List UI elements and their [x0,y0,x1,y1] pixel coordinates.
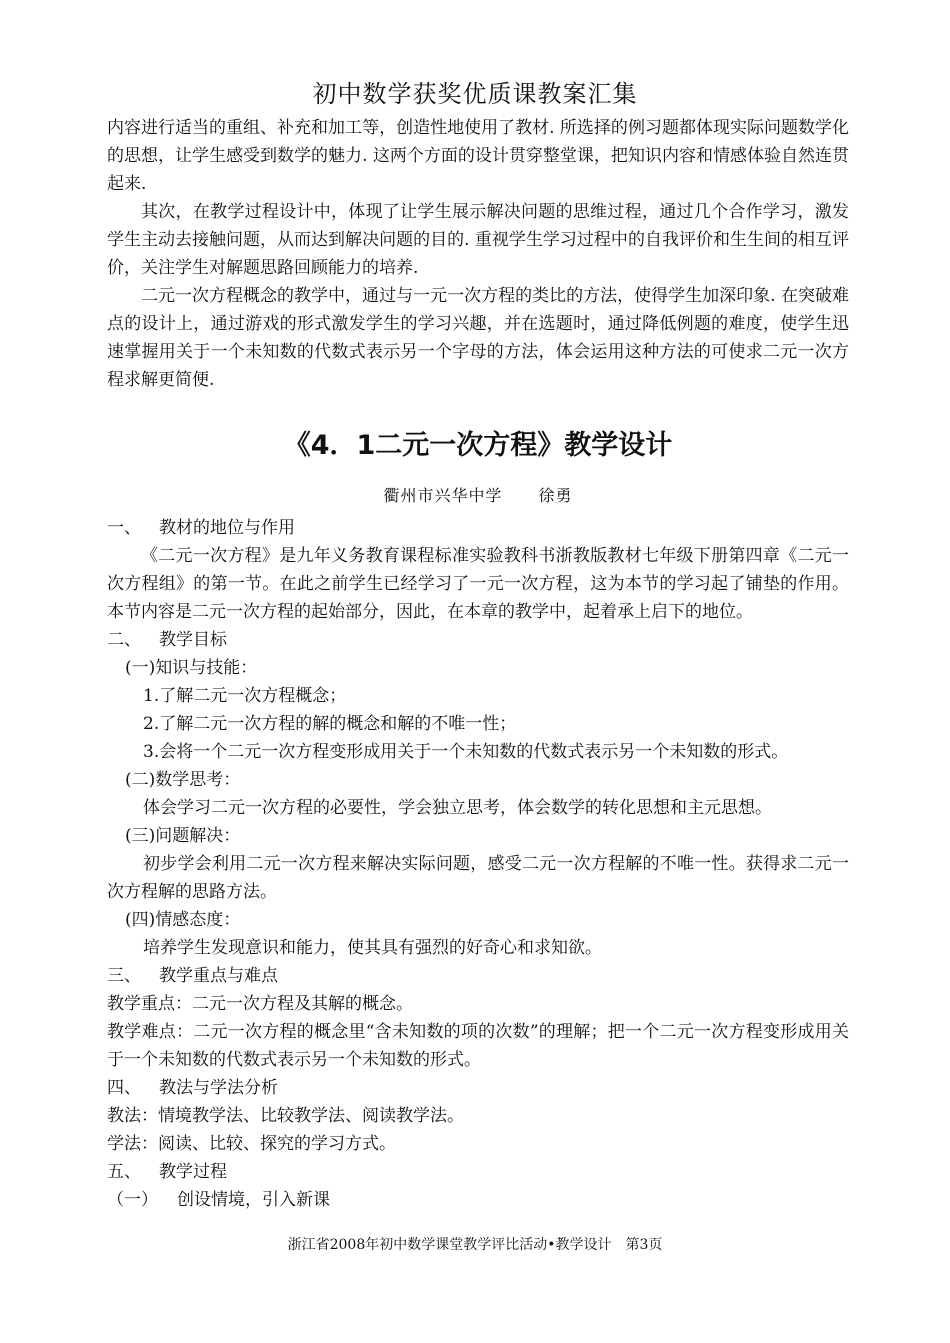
author-name: 徐勇 [538,486,573,505]
footer-text: 浙江省2008年初中数学课堂教学评比活动•教学设计 [287,1237,612,1253]
page-footer [0,1234,950,1254]
section-4-heading: 四、 教法与学法分析 [107,1078,278,1098]
section-1-body: 《二元一次方程》是九年义务教育课程标准实验教科书浙教版教材七年级下册第四章《二元一次方程组》的第一节。在此之前学生已经学习了一元一次方程，这为本节的学习起了铺垫的作用。本节内容是二元一次方程的起始部分，因此，在本章的教学中，起着承上启下的地位。 [107,546,849,622]
design-title: 《4．1二元一次方程》教学设计 [283,430,673,461]
emotion-attitude-body: 培养学生发现意识和能力，使其具有强烈的好奇心和求知欲。 [143,938,602,958]
knowledge-label: (一)知识与技能： [125,658,258,678]
emotion-attitude-label: (四)情感态度： [125,910,241,930]
intro-paragraph-1: 内容进行适当的重组、补充和加工等，创造性地使用了教材. 所选择的例习题都体现实际问题数学化的思想，让学生感受到数学的魅力. 这两个方面的设计贯穿整堂课，把知识内容和情感体验自然连贯起来. [107,118,849,194]
teaching-method: 教法：情境教学法、比较教学法、阅读教学法。 [107,1106,464,1126]
knowledge-item-1: 1.了解二元一次方程概念； [143,686,347,706]
section-5-heading: 五、 教学过程 [107,1162,227,1182]
school-name: 衢州市兴华中学 [383,486,503,505]
teaching-key-point: 教学重点：二元一次方程及其解的概念。 [107,994,413,1014]
problem-solving-label: (三)问题解决： [125,826,241,846]
page-header: 初中数学获奖优质课教案汇集 [312,80,638,108]
author-line [107,482,849,510]
section-1-heading: 一、 教材的地位与作用 [107,518,295,538]
section-3-heading: 三、 教学重点与难点 [107,966,278,986]
intro-paragraph-2: 其次，在教学过程设计中，体现了让学生展示解决问题的思维过程，通过几个合作学习，激发学生主动去接触问题，从而达到解决问题的目的. 重视学生学习过程中的自我评价和生生间的相互评价，关注学生对解题思路回顾能力的培养. [107,202,849,278]
math-thinking-label: (二)数学思考： [125,770,241,790]
math-thinking-body: 体会学习二元一次方程的必要性，学会独立思考，体会数学的转化思想和主元思想。 [143,798,772,818]
page-number: 第3页 [625,1237,663,1253]
knowledge-item-3: 3.会将一个二元一次方程变形成用关于一个未知数的代数式表示另一个未知数的形式。 [143,742,789,762]
problem-solving-body: 初步学会利用二元一次方程来解决实际问题，感受二元一次方程解的不唯一性。获得求二元一次方程解的思路方法。 [107,854,849,902]
document-body [107,114,849,1214]
knowledge-item-2: 2.了解二元一次方程的解的概念和解的不唯一性； [143,714,517,734]
teaching-difficulty: 教学难点：二元一次方程的概念里“含未知数的项的次数”的理解；把一个二元一次方程变形成用关于一个未知数的代数式表示另一个未知数的形式。 [107,1022,849,1070]
section-5-subheading: （一） 创设情境，引入新课 [107,1190,330,1210]
intro-paragraph-3: 二元一次方程概念的教学中，通过与一元一次方程的类比的方法，使得学生加深印象. 在突破难点的设计上，通过游戏的形式激发学生的学习兴趣，并在选题时，通过降低例题的难度，使学生迅速掌握用关于一个未知数的代数式表示另一个字母的方法，体会运用这种方法的可使求二元一次方程求解更简便. [107,286,849,390]
learning-method: 学法：阅读、比较、探究的学习方式。 [107,1134,396,1154]
section-2-heading: 二、 教学目标 [107,630,227,650]
